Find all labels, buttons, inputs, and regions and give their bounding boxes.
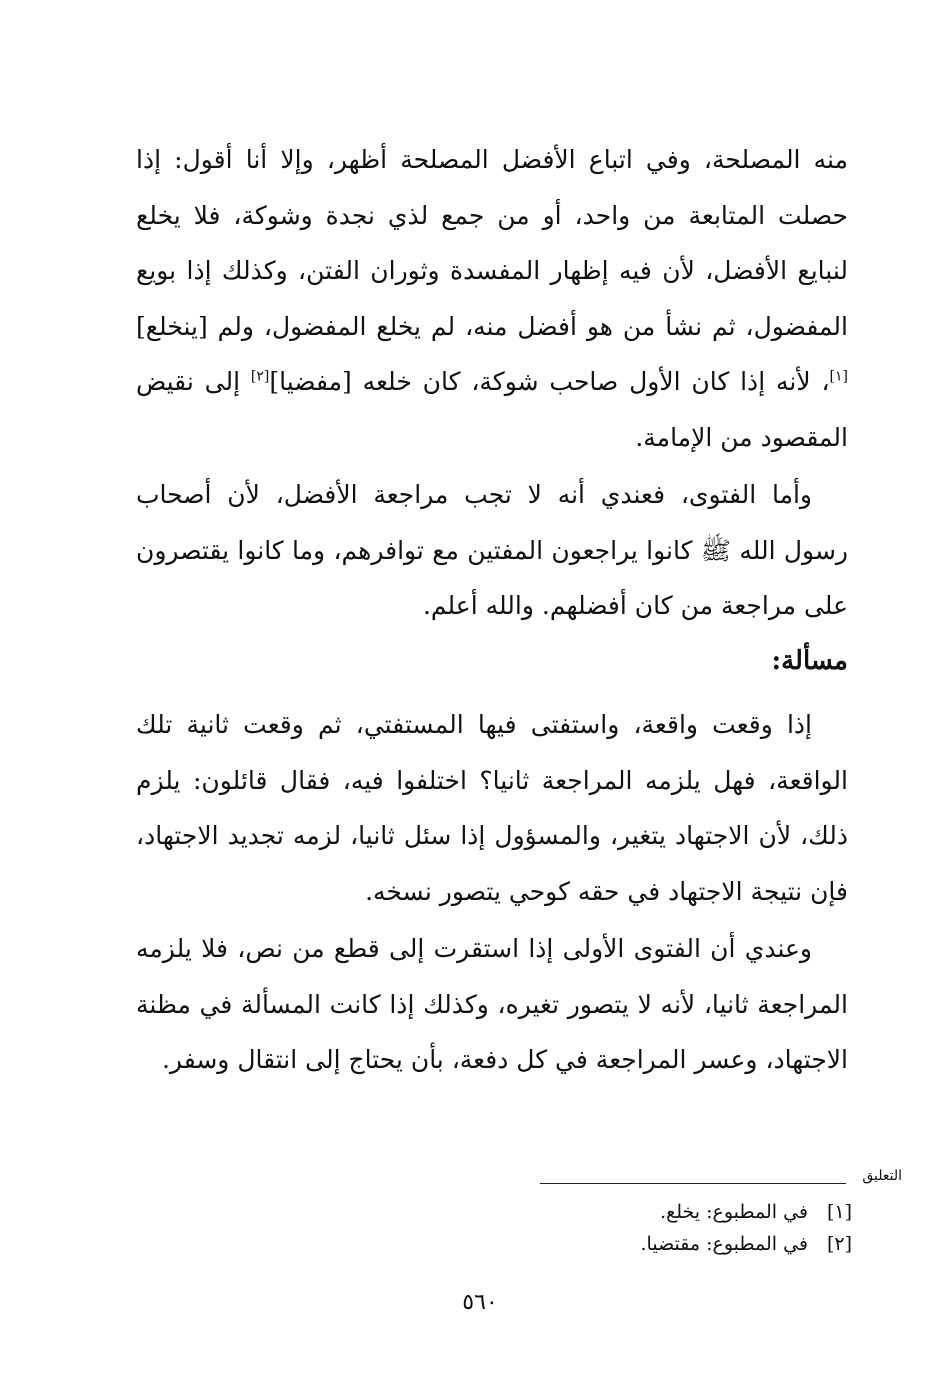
paragraph-2: وأما الفتوى، فعندي أنه لا تجب مراجعة الأفضل، لأن أصحاب رسول الله ﷺ كانوا يراجعون المفتين مع توافرهم، وما كانوا يقتصرون على مراجعة من كان أفضلهم. والله أعلم. [136, 480, 848, 620]
paragraph-1-text-after: إلى نقيض المقصود من الإمامة. [136, 367, 848, 452]
footnote-label: التعليق [862, 1168, 902, 1184]
footnote-divider [540, 1183, 846, 1184]
footnote-ref-2: [٢] [250, 368, 270, 385]
paragraph-1 [136, 132, 848, 465]
footnote-1-number: [١] [826, 1201, 852, 1223]
paragraph-1-text-middle: ، لأنه إذا كان الأول صاحب شوكة، كان خلعه [مفضيا] [269, 367, 830, 396]
footnotes [440, 1196, 852, 1260]
footnote-2-text: في المطبوع: مقتضيا. [640, 1233, 808, 1255]
page-number: ٥٦٠ [462, 1290, 498, 1315]
footnote-1-text: في المطبوع: يخلع. [660, 1201, 808, 1223]
footnote-2 [440, 1228, 852, 1260]
section-heading: مسألة: [771, 645, 848, 676]
footnote-ref-1: [١] [829, 368, 848, 385]
main-text [136, 132, 848, 1088]
footnote-2-number: [٢] [826, 1233, 852, 1255]
paragraph-4: وعندي أن الفتوى الأولى إذا استقرت إلى قطع من نص، فلا يلزمه المراجعة ثانيا، لأنه لا يتصور تغيره، وكذلك إذا كانت المسألة في مظنة الاجتهاد، وعسر المراجعة في كل دفعة، بأن يحتاج إلى انتقال وسفر. [136, 934, 848, 1074]
footnote-1 [440, 1196, 852, 1228]
paragraph-3: إذا وقعت واقعة، واستفتى فيها المستفتي، ثم وقعت ثانية تلك الواقعة، فهل يلزمه المراجعة ثانيا؟ اختلفوا فيه، فقال قائلون: يلزم ذلك، لأن الاجتهاد يتغير، والمسؤول إذا سئل ثانيا، لزمه تجديد الاجتهاد، فإن نتيجة الاجتهاد في حقه كوحي يتصور نسخه. [136, 710, 848, 906]
paragraph-1-text-before: منه المصلحة، وفي اتباع الأفضل المصلحة أظهر، وإلا أنا أقول: إذا حصلت المتابعة من واحد، أو من جمع لذي نجدة وشوكة، فلا يخلع لنبايع الأفضل، لأن فيه إظهار المفسدة وثوران الفتن، وكذلك إذا بويع المفضول، ثم نشأ من هو أفضل منه، لم يخلع المفضول، ولم [ينخلع] [136, 145, 848, 341]
